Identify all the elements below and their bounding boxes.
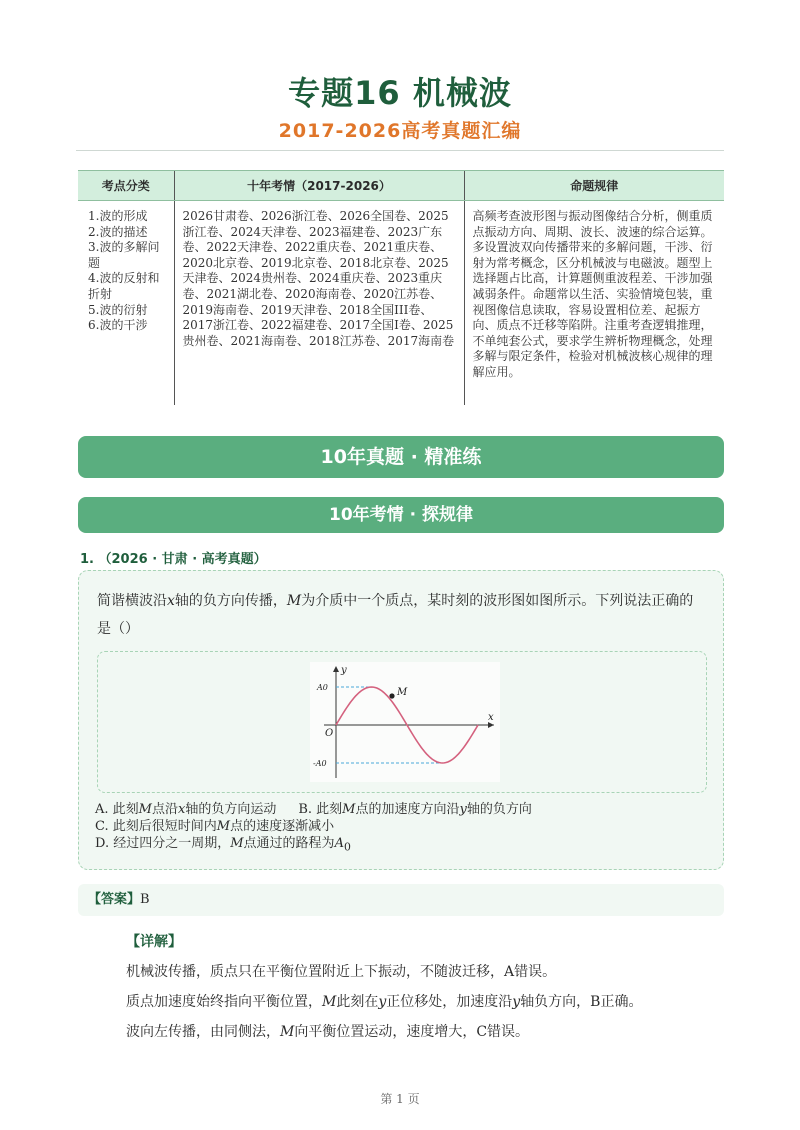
topic-item: 6.波的干涉 <box>88 318 148 333</box>
explanation <box>126 932 726 1052</box>
explanation-var: y <box>378 994 387 1010</box>
table-header-row <box>78 171 724 201</box>
label-origin: O <box>325 728 334 739</box>
label-point-m: M <box>397 687 408 698</box>
option-c: 点的速度逐渐减小 <box>230 819 335 834</box>
question-box <box>78 570 724 870</box>
label-amp-pos: A0 <box>317 683 328 692</box>
option-a: 点沿 <box>151 802 178 817</box>
explanation-var: M <box>322 994 337 1010</box>
option-d-subscript: 0 <box>343 840 351 854</box>
explanation-heading: 【详解】 <box>126 934 182 950</box>
topic-item: 3.波的多解问题 <box>88 240 160 270</box>
option-d: 点通过的路程为 <box>243 836 335 851</box>
stem-var-x: x <box>167 593 175 609</box>
option-a: 轴的负方向运动 <box>185 802 277 817</box>
banner-practice: 10年真题 · 精准练 <box>78 436 724 478</box>
page-title: 专题16 机械波 <box>288 74 512 112</box>
banner-pattern: 10年考情 · 探规律 <box>78 497 724 533</box>
topic-item: 1.波的形成 <box>88 209 148 223</box>
question-number: 1. （2026 · 甘肃 · 高考真题） <box>80 552 267 567</box>
option-a: A. 此刻 <box>95 802 139 817</box>
table-header-topics: 考点分类 <box>78 171 174 201</box>
table-header-exams: 十年考情（2017-2026） <box>174 171 464 201</box>
option-d-var: M <box>230 836 244 851</box>
explanation-text: 波向左传播，由同侧法， <box>126 1024 280 1040</box>
stem-text: 轴的负方向传播， <box>174 593 287 609</box>
option-d-var: A <box>334 836 344 851</box>
figure-frame <box>97 651 707 793</box>
option-row-c <box>95 818 715 835</box>
option-c: C. 此刻后很短时间内 <box>95 819 217 834</box>
option-b: 轴的负方向 <box>466 802 532 817</box>
option-d: D. 经过四分之一周期， <box>95 836 231 851</box>
explanation-text: 此刻在 <box>336 994 379 1010</box>
answer-box <box>78 884 724 916</box>
option-b: B. 此刻 <box>298 802 343 817</box>
stem-text: 为介质中一个质点，某时刻的波形图如图所示。下列说法正确的是（） <box>97 593 694 637</box>
option-b: 点的加速度方向沿 <box>355 802 460 817</box>
topics-cell <box>78 201 174 405</box>
explanation-var: M <box>280 1024 295 1040</box>
label-x: x <box>488 712 494 723</box>
exam-overview-table <box>78 170 724 405</box>
topic-item: 4.波的反射和折射 <box>88 271 160 301</box>
y-axis-arrow-icon <box>333 666 339 672</box>
label-amp-neg: -A0 <box>313 759 327 768</box>
option-b-var: y <box>459 802 467 817</box>
page-subtitle: 2017-2026高考真题汇编 <box>278 120 522 142</box>
label-y: y <box>341 665 347 676</box>
stem-var-m: M <box>286 593 302 609</box>
option-a-var: x <box>177 802 186 817</box>
explanation-text: 向平衡位置运动，速度增大，C错误。 <box>294 1024 530 1040</box>
explanation-line <box>126 1022 726 1042</box>
explanation-text: 轴负方向，B正确。 <box>520 994 643 1010</box>
point-m-marker <box>389 693 394 698</box>
wave-graph <box>310 662 500 782</box>
rules-cell: 高频考查波形图与振动图像结合分析，侧重质点振动方向、周期、波长、波速的综合运算。多设置波双向传播带来的多解问题，干涉、衍射为常考概念，区分机械波与电磁波。题型上选择题占比高，计算题侧重波程差、干涉加强减弱条件。命题常以生活、实验情境包装，重视图像信息读取，容易设置相位差、起振方向、质点不迁移等陷阱。注重考查逻辑推理，不单纯套公式，要求学生辨析物理概念，处理多解与限定条件，检验对机械波核心规律的理解应用。 <box>464 201 724 405</box>
table-header-rules: 命题规律 <box>464 171 724 201</box>
exams-cell: 2026甘肃卷、2026浙江卷、2026全国卷、2025浙江卷、2024天津卷、2023福建卷、2023广东卷、2022天津卷、2022重庆卷、2021重庆卷、2020北京卷、2019北京卷、2018北京卷、2025天津卷、2024贵州卷、2024重庆卷、2023重庆卷、2021湖北卷、2020海南卷、2020江苏卷、2019海南卷、2019天津卷、2018全国III卷、2017浙江卷、2022福建卷、2017全国I卷、2025贵州卷、2021海南卷、2018江苏卷、2017海南卷 <box>174 201 464 405</box>
answer-tag: 【答案】 <box>88 892 141 907</box>
explanation-line <box>126 992 726 1012</box>
table-row <box>78 201 724 405</box>
option-row-ab <box>95 801 715 818</box>
answer-value: B <box>140 892 150 907</box>
explanation-text: 质点加速度始终指向平衡位置， <box>126 994 322 1010</box>
option-b-var: M <box>342 802 356 817</box>
explanation-text: 正位移处，加速度沿 <box>386 994 513 1010</box>
page-number: 第 1 页 <box>380 1092 420 1106</box>
topic-item: 2.波的描述 <box>88 224 148 239</box>
option-a-var: M <box>138 802 152 817</box>
stem-text: 简谐横波沿 <box>97 593 167 609</box>
option-c-var: M <box>216 819 231 834</box>
topic-item: 5.波的衍射 <box>88 302 148 317</box>
option-row-d <box>95 835 715 856</box>
title-divider <box>76 150 724 151</box>
explanation-var: y <box>512 994 521 1010</box>
explanation-line: 机械波传播，质点只在平衡位置附近上下振动，不随波迁移，A错误。 <box>126 964 557 980</box>
question-options <box>95 801 715 856</box>
question-stem <box>97 587 707 643</box>
